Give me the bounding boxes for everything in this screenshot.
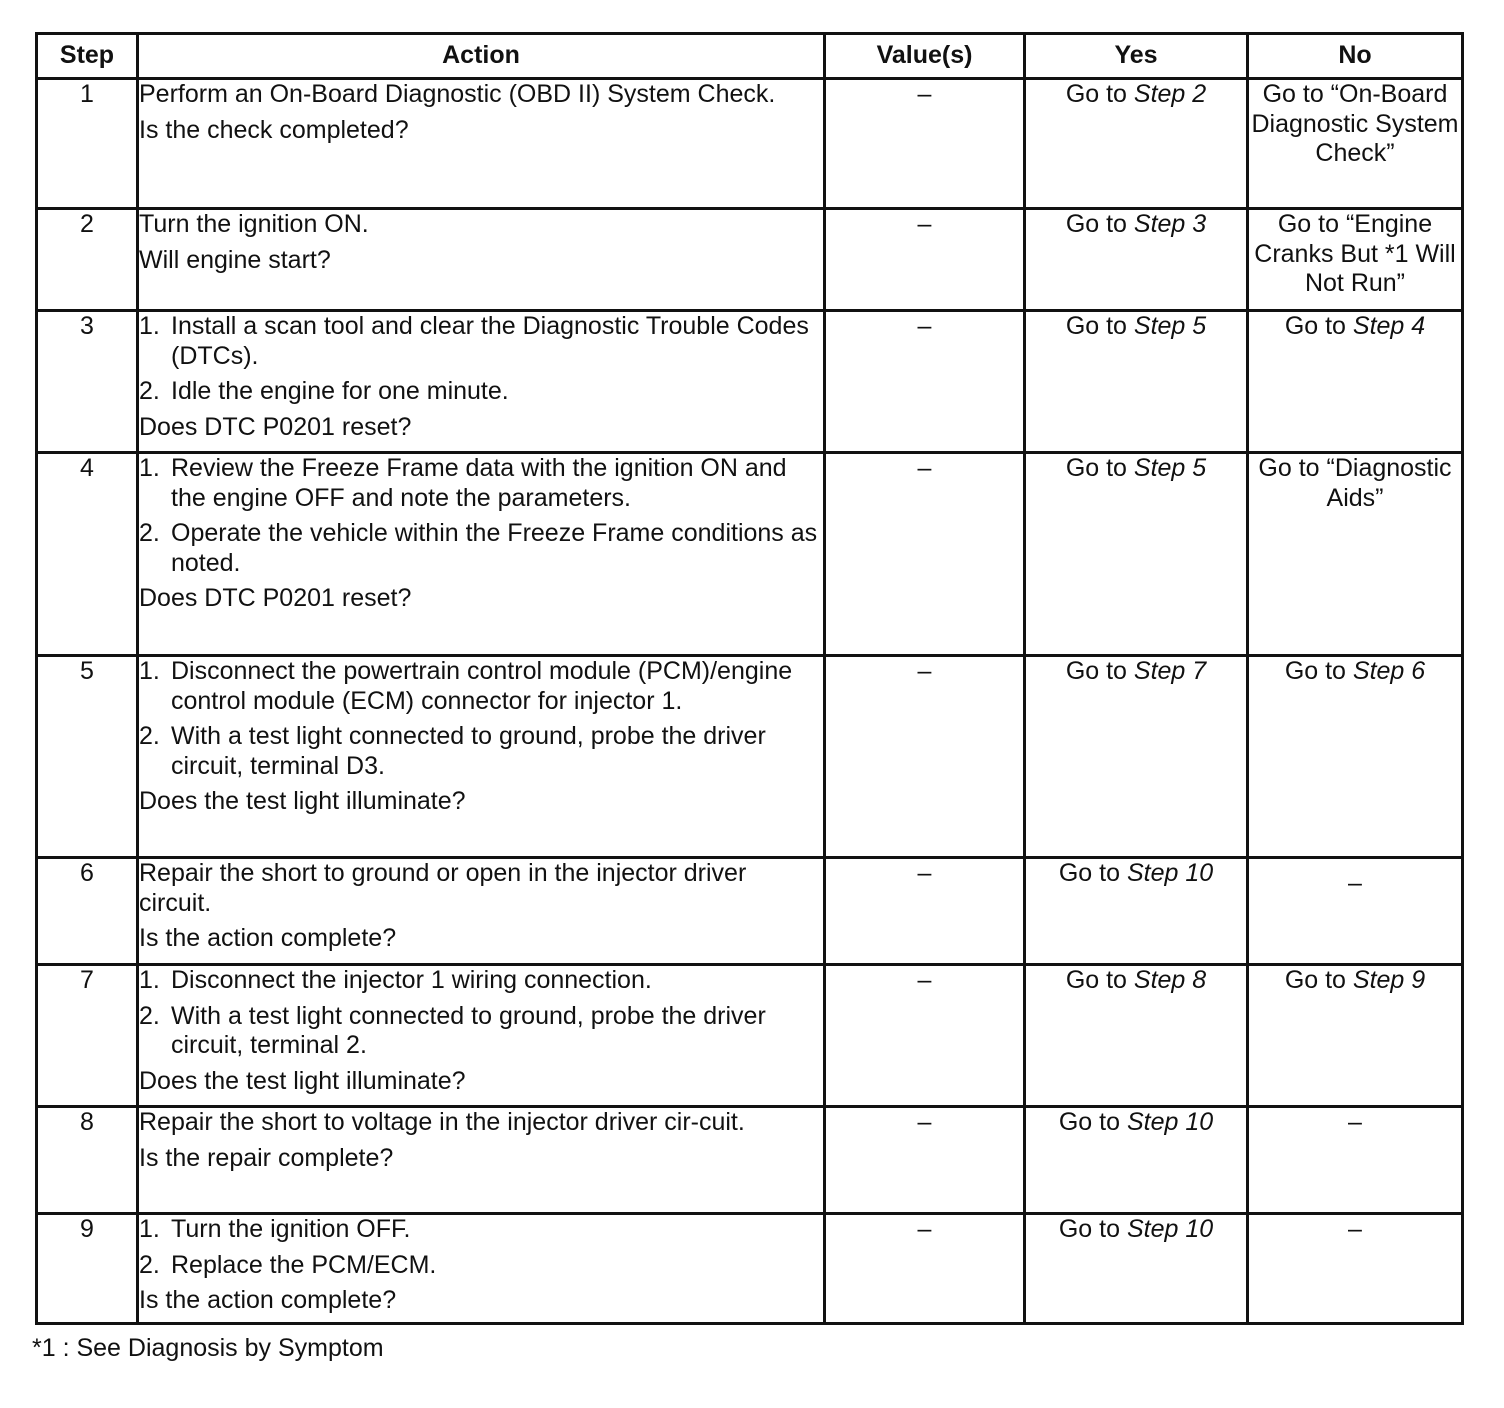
yes-prefix: Go to	[1058, 1108, 1127, 1136]
action-question: Does DTC P0201 reset?	[139, 412, 412, 441]
footnote: *1 : See Diagnosis by Symptom	[32, 1334, 384, 1362]
action-text: Repair the short to voltage in the injector driver cir-cuit.	[139, 1108, 745, 1136]
action-question: Is the action complete?	[139, 1286, 397, 1314]
no-cell: Go to “Diagnostic Aids”	[1248, 453, 1463, 656]
no-cell	[1248, 965, 1463, 1107]
yes-cell	[1025, 965, 1248, 1107]
yes-prefix: Go to	[1065, 454, 1134, 482]
action-cell	[138, 858, 825, 965]
table-row	[37, 209, 1463, 311]
action-text: Repair the short to ground or open in the injector driver circuit.	[139, 859, 747, 917]
table-row	[37, 453, 1463, 656]
yes-prefix: Go to	[1065, 966, 1134, 994]
step-number: 2	[37, 209, 138, 311]
value-cell: –	[825, 453, 1025, 656]
yes-step-link: Step 2	[1133, 80, 1207, 108]
step-number: 5	[37, 656, 138, 858]
action-cell	[138, 209, 825, 311]
value-cell: –	[825, 311, 1025, 453]
header-step: Step	[37, 34, 138, 79]
yes-cell	[1025, 1214, 1248, 1324]
value-cell: –	[825, 209, 1025, 311]
yes-cell	[1025, 79, 1248, 209]
no-prefix: Go to	[1284, 966, 1353, 994]
action-question: Is the check completed?	[139, 115, 409, 144]
yes-cell	[1025, 209, 1248, 311]
yes-prefix: Go to	[1065, 657, 1134, 685]
yes-cell	[1025, 656, 1248, 858]
table-row	[37, 656, 1463, 858]
action-cell	[138, 311, 825, 453]
action-item: 1. Disconnect the powertrain control module (PCM)/engine control module (ECM) connector for injector 1.	[139, 657, 793, 715]
header-values: Value(s)	[825, 34, 1025, 79]
yes-step-link: Step 10	[1126, 1215, 1214, 1243]
action-item: 1. Turn the ignition OFF.	[139, 1215, 411, 1243]
action-item: 2. With a test light connected to ground, probe the driver circuit, terminal D3.	[139, 722, 766, 780]
yes-step-link: Step 10	[1126, 859, 1214, 887]
action-cell	[138, 656, 825, 858]
action-text: Perform an On-Board Diagnostic (OBD II) System Check.	[139, 80, 776, 108]
diagnostic-table	[35, 32, 1464, 1325]
no-cell: –	[1248, 1214, 1463, 1324]
yes-cell	[1025, 1107, 1248, 1214]
no-cell: –	[1248, 858, 1463, 965]
action-question: Does the test light illuminate?	[139, 787, 466, 815]
step-number: 8	[37, 1107, 138, 1214]
yes-step-link: Step 7	[1133, 657, 1207, 685]
value-cell: –	[825, 965, 1025, 1107]
value-cell: –	[825, 858, 1025, 965]
table-row	[37, 1107, 1463, 1214]
header-no: No	[1248, 34, 1463, 79]
action-question: Does DTC P0201 reset?	[139, 584, 412, 612]
value-cell: –	[825, 79, 1025, 209]
table-row	[37, 1214, 1463, 1324]
no-cell: Go to “On-Board Diagnostic System Check”	[1248, 79, 1463, 209]
action-cell	[138, 453, 825, 656]
value-cell: –	[825, 1107, 1025, 1214]
step-number: 9	[37, 1214, 138, 1324]
yes-cell	[1025, 311, 1248, 453]
yes-cell	[1025, 453, 1248, 656]
yes-prefix: Go to	[1065, 210, 1134, 238]
yes-step-link: Step 10	[1126, 1108, 1214, 1136]
yes-cell	[1025, 858, 1248, 965]
action-item: 1. Install a scan tool and clear the Diagnostic Trouble Codes (DTCs).	[139, 312, 809, 370]
no-step-link: Step 6	[1352, 657, 1426, 685]
table-row	[37, 965, 1463, 1107]
value-cell: –	[825, 1214, 1025, 1324]
action-item: 2. Idle the engine for one minute.	[139, 377, 509, 405]
step-number: 7	[37, 965, 138, 1107]
table-row	[37, 79, 1463, 209]
action-question: Does the test light illuminate?	[139, 1066, 466, 1095]
action-question: Is the action complete?	[139, 924, 397, 952]
no-prefix: Go to	[1284, 657, 1353, 685]
action-item: 1. Review the Freeze Frame data with the ignition ON and the engine OFF and note the parameters.	[139, 454, 787, 512]
header-yes: Yes	[1025, 34, 1248, 79]
action-question: Will engine start?	[139, 245, 331, 274]
yes-prefix: Go to	[1065, 312, 1134, 340]
yes-prefix: Go to	[1058, 1215, 1127, 1243]
action-item: 1. Disconnect the injector 1 wiring connection.	[139, 966, 652, 994]
action-item: 2. With a test light connected to ground, probe the driver circuit, terminal 2.	[139, 1001, 766, 1059]
table-row	[37, 858, 1463, 965]
step-number: 4	[37, 453, 138, 656]
no-cell: Go to “Engine Cranks But *1 Will Not Run”	[1248, 209, 1463, 311]
action-item: 2. Operate the vehicle within the Freeze Frame conditions as noted.	[139, 519, 818, 577]
header-row	[37, 34, 1463, 79]
step-number: 1	[37, 79, 138, 209]
header-action: Action	[138, 34, 825, 79]
action-cell	[138, 1107, 825, 1214]
action-cell	[138, 1214, 825, 1324]
no-cell	[1248, 656, 1463, 858]
yes-step-link: Step 3	[1133, 210, 1207, 238]
no-prefix: Go to	[1284, 312, 1353, 340]
no-cell	[1248, 311, 1463, 453]
step-number: 3	[37, 311, 138, 453]
yes-step-link: Step 5	[1133, 312, 1207, 340]
action-text: Turn the ignition ON.	[139, 210, 369, 238]
yes-step-link: Step 8	[1133, 966, 1207, 994]
yes-prefix: Go to	[1065, 80, 1134, 108]
yes-step-link: Step 5	[1133, 454, 1207, 482]
yes-prefix: Go to	[1058, 859, 1127, 887]
no-step-link: Step 4	[1352, 312, 1426, 340]
step-number: 6	[37, 858, 138, 965]
no-step-link: Step 9	[1352, 966, 1426, 994]
value-cell: –	[825, 656, 1025, 858]
action-cell	[138, 965, 825, 1107]
action-question: Is the repair complete?	[139, 1143, 394, 1172]
no-cell: –	[1248, 1107, 1463, 1214]
action-item: 2. Replace the PCM/ECM.	[139, 1250, 437, 1279]
action-cell	[138, 79, 825, 209]
table-row	[37, 311, 1463, 453]
